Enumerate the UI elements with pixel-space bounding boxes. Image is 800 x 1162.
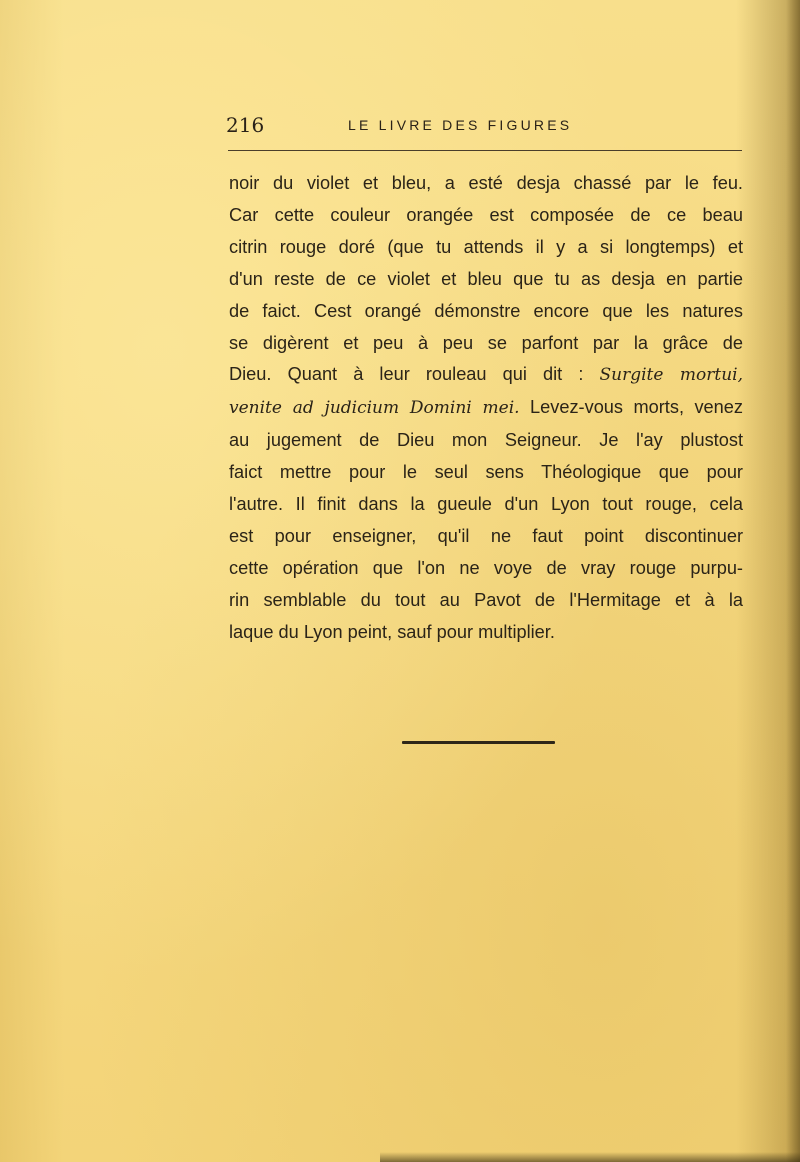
body-text — [229, 168, 743, 649]
text-line: se digèrent et peu à peu se parfont par la grâce de — [229, 332, 743, 353]
text-line: laque du Lyon peint, sauf pour multiplier. — [229, 621, 555, 642]
text-line: de faict. Cest orangé démonstre encore que les natures — [229, 300, 743, 321]
text-line: Car cette couleur orangée est composée de ce beau — [229, 204, 743, 225]
text-line: d'un reste de ce violet et bleu que tu as desja en partie — [229, 268, 743, 289]
text-line: est pour enseigner, qu'il ne faut point discontinuer — [229, 525, 743, 546]
page-bottom-shadow — [380, 1152, 800, 1162]
text-line: l'autre. Il finit dans la gueule d'un Lyon tout rouge, cela — [229, 494, 743, 515]
text-line: citrin rouge doré (que tu attends il y a si longtemps) et — [229, 236, 743, 257]
text-segment: Dieu. Quant à leur rouleau qui dit : — [229, 364, 600, 385]
text-line — [229, 392, 743, 425]
latin-quote: venite ad judicium Domini mei. — [229, 398, 520, 419]
text-line: cette opération que l'on ne voye de vray rouge purpu- — [229, 557, 743, 578]
page-number: 216 — [226, 113, 265, 137]
text-line — [229, 359, 743, 392]
text-line: rin semblable du tout au Pavot de l'Hermitage et à la — [229, 589, 743, 610]
text-segment: Levez-vous morts, venez — [519, 397, 743, 418]
header-rule — [228, 150, 742, 151]
text-line: noir du violet et bleu, a esté desja chassé par le feu. — [229, 173, 743, 193]
latin-quote: Surgite mortui, — [599, 365, 743, 386]
page-edge-shadow — [786, 0, 800, 1162]
running-head — [226, 113, 740, 143]
text-line: faict mettre pour le seul sens Théologique que pour — [229, 462, 743, 483]
text-line: au jugement de Dieu mon Seigneur. Je l'ay plustost — [229, 430, 743, 451]
end-of-text-rule — [402, 741, 555, 744]
running-title: LE LIVRE DES FIGURES — [348, 117, 573, 133]
